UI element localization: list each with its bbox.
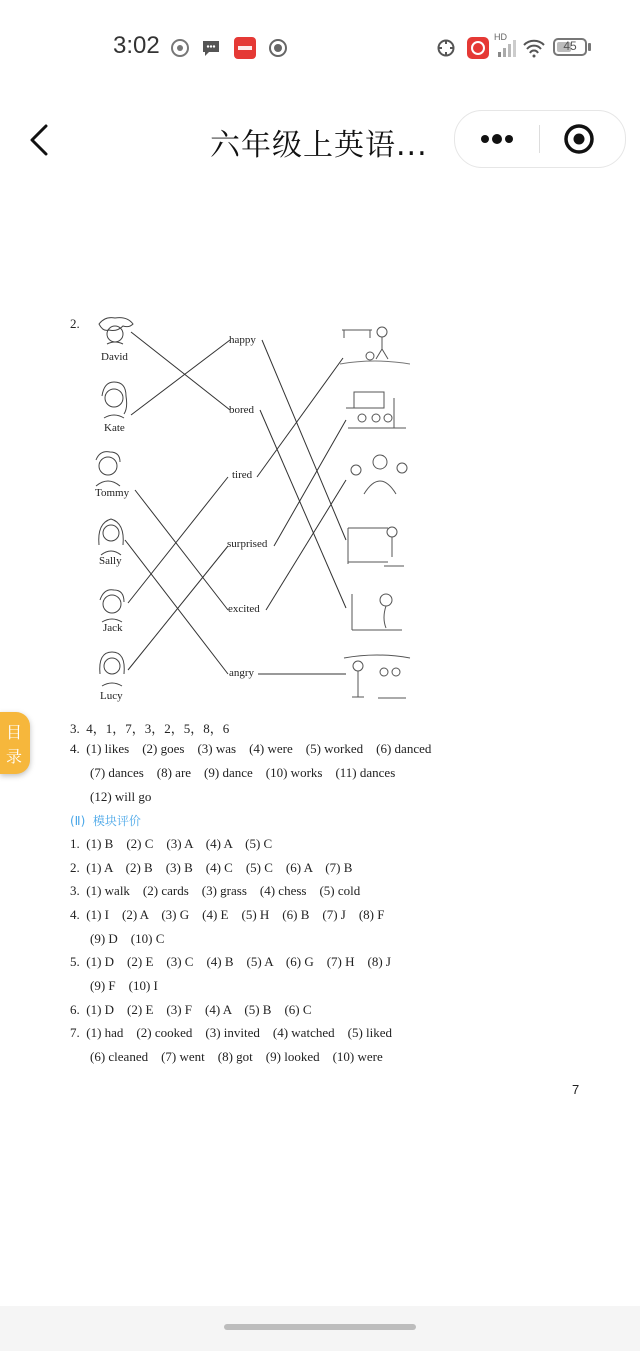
answer-q4-line2: (7) dances (8) are (9) dance (10) works (11) dances [90, 765, 396, 780]
word-happy: happy [229, 334, 256, 346]
answer-s4-line1: 4. (1) I (2) A (3) G (4) E (5) H (6) B (7) J (8) F [70, 907, 385, 922]
answer-s2: 2. (1) A (2) B (3) B (4) C (5) C (6) A (7) B [70, 860, 353, 875]
more-dots-icon[interactable] [477, 129, 517, 149]
question-2-number: 2. [70, 316, 80, 331]
hd-label: HD [494, 32, 507, 42]
navigation-bar [0, 100, 640, 180]
battery-icon [553, 38, 587, 56]
answer-q4-line1: 4. (1) likes (2) goes (3) was (4) were (5) worked (6) danced [70, 741, 432, 756]
word-surprised: surprised [227, 538, 268, 550]
toc-button[interactable] [0, 712, 30, 774]
answer-s5-line1: 5. (1) D (2) E (3) C (4) B (5) A (6) G (7) H (8) J [70, 954, 391, 969]
app-badge-icon [234, 37, 256, 59]
mini-program-capsule [454, 110, 626, 168]
focus-icon [170, 38, 190, 58]
answer-s6: 6. (1) D (2) E (3) F (4) A (5) B (6) C [70, 1002, 312, 1017]
name-jack: Jack [103, 622, 123, 634]
toc-label-2: 录 [6, 747, 23, 766]
page-title: 六年级上英语... [210, 128, 428, 163]
matching-lines [0, 300, 640, 720]
name-sally: Sally [99, 555, 122, 567]
home-indicator[interactable] [224, 1324, 416, 1330]
answer-s4-line2: (9) D (10) C [90, 931, 165, 946]
section-heading: (Ⅱ) 模块评价 [70, 814, 141, 828]
word-angry: angry [229, 667, 255, 679]
answer-s7-line2: (6) cleaned (7) went (8) got (9) looked (10) were [90, 1049, 383, 1064]
name-kate: Kate [104, 422, 125, 434]
gesture-bar [0, 1306, 640, 1351]
answer-q4-line3: (12) will go [90, 789, 152, 804]
signal-icon [496, 38, 518, 58]
answer-document [0, 300, 640, 1120]
location-icon [436, 38, 456, 58]
close-target-icon[interactable] [563, 123, 595, 155]
answer-s1: 1. (1) B (2) C (3) A (4) A (5) C [70, 836, 273, 851]
back-button[interactable] [24, 122, 54, 158]
page-number: 7 [572, 1082, 580, 1097]
name-david: David [101, 351, 128, 363]
clock: 3:02 [113, 32, 160, 59]
answer-q3: 3. 4，1，7，3，2，5，8，6 [70, 721, 230, 736]
answer-s5-line2: (9) F (10) I [90, 978, 158, 993]
name-tommy: Tommy [95, 487, 130, 499]
answer-s7-line1: 7. (1) had (2) cooked (3) invited (4) watched (5) liked [70, 1025, 393, 1040]
message-icon [201, 38, 221, 58]
status-bar [0, 0, 640, 90]
alarm-icon [467, 37, 489, 59]
name-lucy: Lucy [100, 690, 123, 702]
answer-s3: 3. (1) walk (2) cards (3) grass (4) chess (5) cold [70, 883, 361, 898]
word-excited: excited [228, 603, 260, 615]
word-tired: tired [232, 469, 253, 481]
wifi-icon [522, 38, 546, 58]
battery-level: 45 [563, 39, 577, 53]
word-bored: bored [229, 404, 255, 416]
record-icon [268, 38, 288, 58]
toc-label-1: 目 [6, 723, 23, 742]
